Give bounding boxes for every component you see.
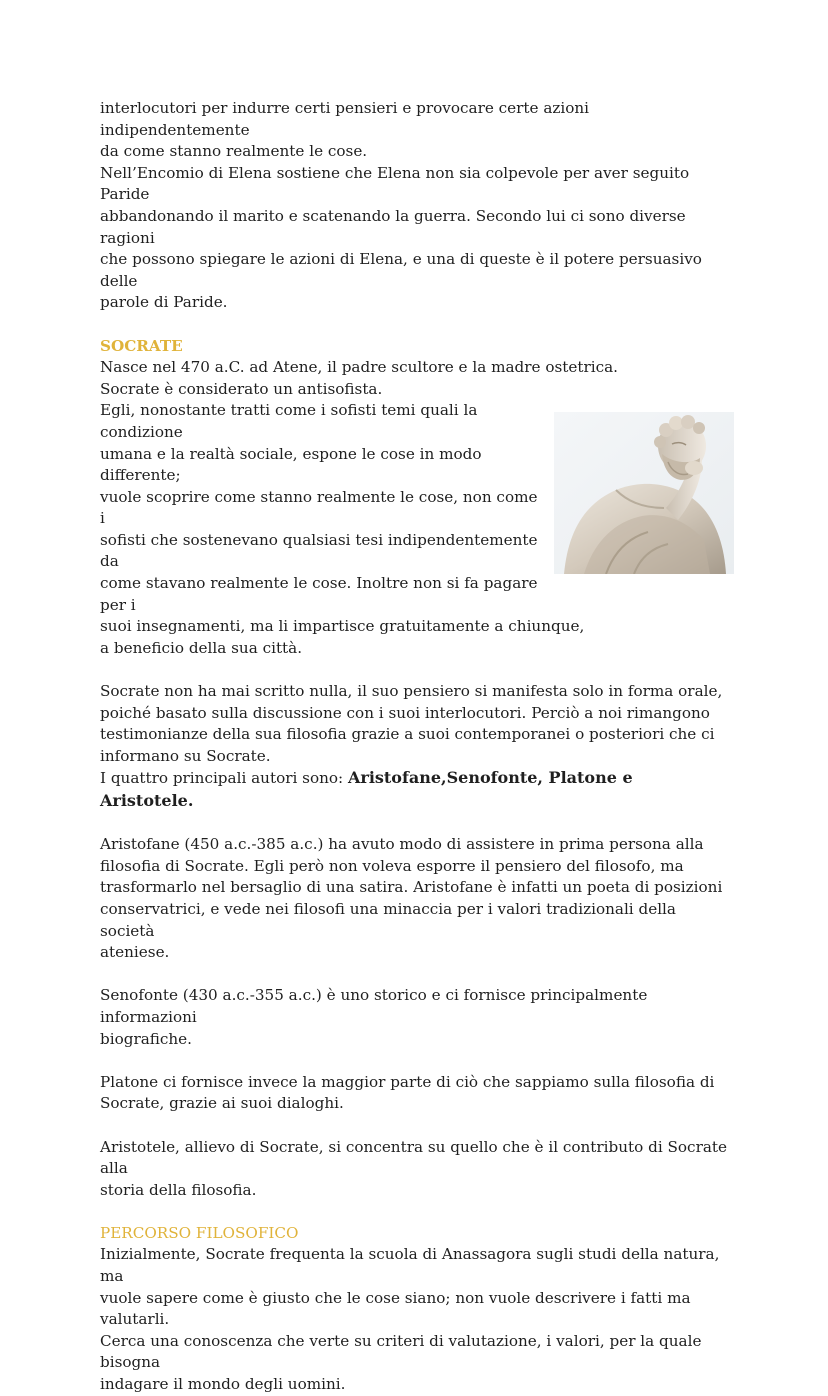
spacer bbox=[100, 1115, 730, 1137]
statue-illustration bbox=[554, 412, 734, 574]
text-line: abbandonando il marito e scatenando la guerra. Secondo lui ci sono diverse ragioni bbox=[100, 206, 686, 247]
text-line: come stavano realmente le cose. Inoltre non si fa pagare per i bbox=[100, 574, 538, 614]
aristofane-paragraph bbox=[100, 834, 730, 964]
text-line: Aristofane (450 a.c.-385 a.c.) ha avuto modo di assistere in prima persona alla bbox=[100, 835, 704, 854]
section-heading-percorso: PERCORSO FILOSOFICO bbox=[100, 1223, 299, 1242]
text-line: filosofia di Socrate. Egli però non voleva esporre il pensiero del filosofo, ma bbox=[100, 856, 684, 875]
text-line: Aristotele, allievo di Socrate, si concentra su quello che è il contributo di Socrate alla bbox=[100, 1137, 727, 1178]
text-line: sofisti che sostenevano qualsiasi tesi indipendentemente da bbox=[100, 530, 538, 571]
text-line: storia della filosofia. bbox=[100, 1180, 257, 1199]
text-line: a beneficio della sua città. bbox=[100, 638, 303, 657]
text-line: parole di Paride. bbox=[100, 293, 228, 312]
section-heading-socrate: SOCRATE bbox=[100, 336, 183, 355]
text-line: Socrate, grazie ai suoi dialoghi. bbox=[100, 1094, 344, 1113]
text-line: poiché basato sulla discussione con i suoi interlocutori. Perciò a noi rimangono bbox=[100, 703, 710, 722]
authors-intro: I quattro principali autori sono: bbox=[100, 769, 348, 788]
spacer bbox=[100, 813, 730, 835]
spacer bbox=[100, 659, 730, 681]
text-line: Nasce nel 470 a.C. ad Atene, il padre scultore e la madre ostetrica. bbox=[100, 358, 618, 377]
text-line: suoi insegnamenti, ma li impartisce gratuitamente a chiunque, bbox=[100, 617, 585, 636]
text-line: Socrate non ha mai scritto nulla, il suo pensiero si manifesta solo in forma orale, bbox=[100, 682, 723, 701]
text-line: da come stanno realmente le cose. bbox=[100, 142, 368, 161]
text-line: umana e la realtà sociale, espone le cose in modo differente; bbox=[100, 444, 482, 485]
text-line: che possono spiegare le azioni di Elena, e una di queste è il potere persuasivo delle bbox=[100, 250, 702, 290]
text-line: trasformarlo nel bersaglio di una satira. Aristofane è infatti un poeta di posizioni bbox=[100, 878, 723, 897]
text-line: Nell’Encomio di Elena sostiene che Elena non sia colpevole per aver seguito Paride bbox=[100, 163, 690, 204]
socrate-sources bbox=[100, 681, 730, 813]
spacer bbox=[100, 1050, 730, 1072]
spacer bbox=[100, 314, 730, 336]
text-line: ateniese. bbox=[100, 943, 170, 962]
percorso-paragraph bbox=[100, 1244, 730, 1395]
platone-paragraph bbox=[100, 1072, 730, 1115]
text-line: Socrate è considerato un antisofista. bbox=[100, 379, 383, 398]
text-line: Egli, nonostante tratti come i sofisti temi quali la condizione bbox=[100, 401, 478, 441]
text-line: informano su Socrate. bbox=[100, 746, 271, 765]
text-line: vuole sapere come è giusto che le cose siano; non vuole descrivere i fatti ma valutarli. bbox=[100, 1288, 691, 1329]
socrates-statue-image bbox=[554, 412, 734, 574]
senofonte-paragraph bbox=[100, 985, 730, 1050]
text-line: Senofonte (430 a.c.-355 a.c.) è uno storico e ci fornisce principalmente informazioni bbox=[100, 986, 648, 1026]
text-line: Platone ci fornisce invece la maggior parte di ciò che sappiamo sulla filosofia di bbox=[100, 1072, 715, 1091]
spacer bbox=[100, 1201, 730, 1223]
text-line: vuole scoprire come stanno realmente le cose, non come i bbox=[100, 487, 538, 528]
intro-paragraph bbox=[100, 98, 730, 314]
text-line: Cerca una conoscenza che verte su criteri di valutazione, i valori, per la quale bisogna bbox=[100, 1331, 702, 1372]
socrate-bio bbox=[100, 357, 730, 400]
text-line: biografiche. bbox=[100, 1029, 192, 1048]
authors-list: Aristofane,Senofonte, Platone e Aristotele. bbox=[100, 768, 633, 810]
text-line: interlocutori per indurre certi pensieri e provocare certe azioni indipendentemente bbox=[100, 99, 590, 139]
text-line: Inizialmente, Socrate frequenta la scuola di Anassagora sugli studi della natura, ma bbox=[100, 1245, 720, 1286]
text-line: testimonianze della sua filosofia grazie a suoi contemporanei o posteriori che ci bbox=[100, 725, 715, 744]
text-line: indagare il mondo degli uomini. bbox=[100, 1375, 346, 1394]
spacer bbox=[100, 964, 730, 986]
document-page bbox=[100, 98, 730, 1396]
text-line: conservatrici, e vede nei filosofi una minaccia per i valori tradizionali della società bbox=[100, 899, 676, 940]
